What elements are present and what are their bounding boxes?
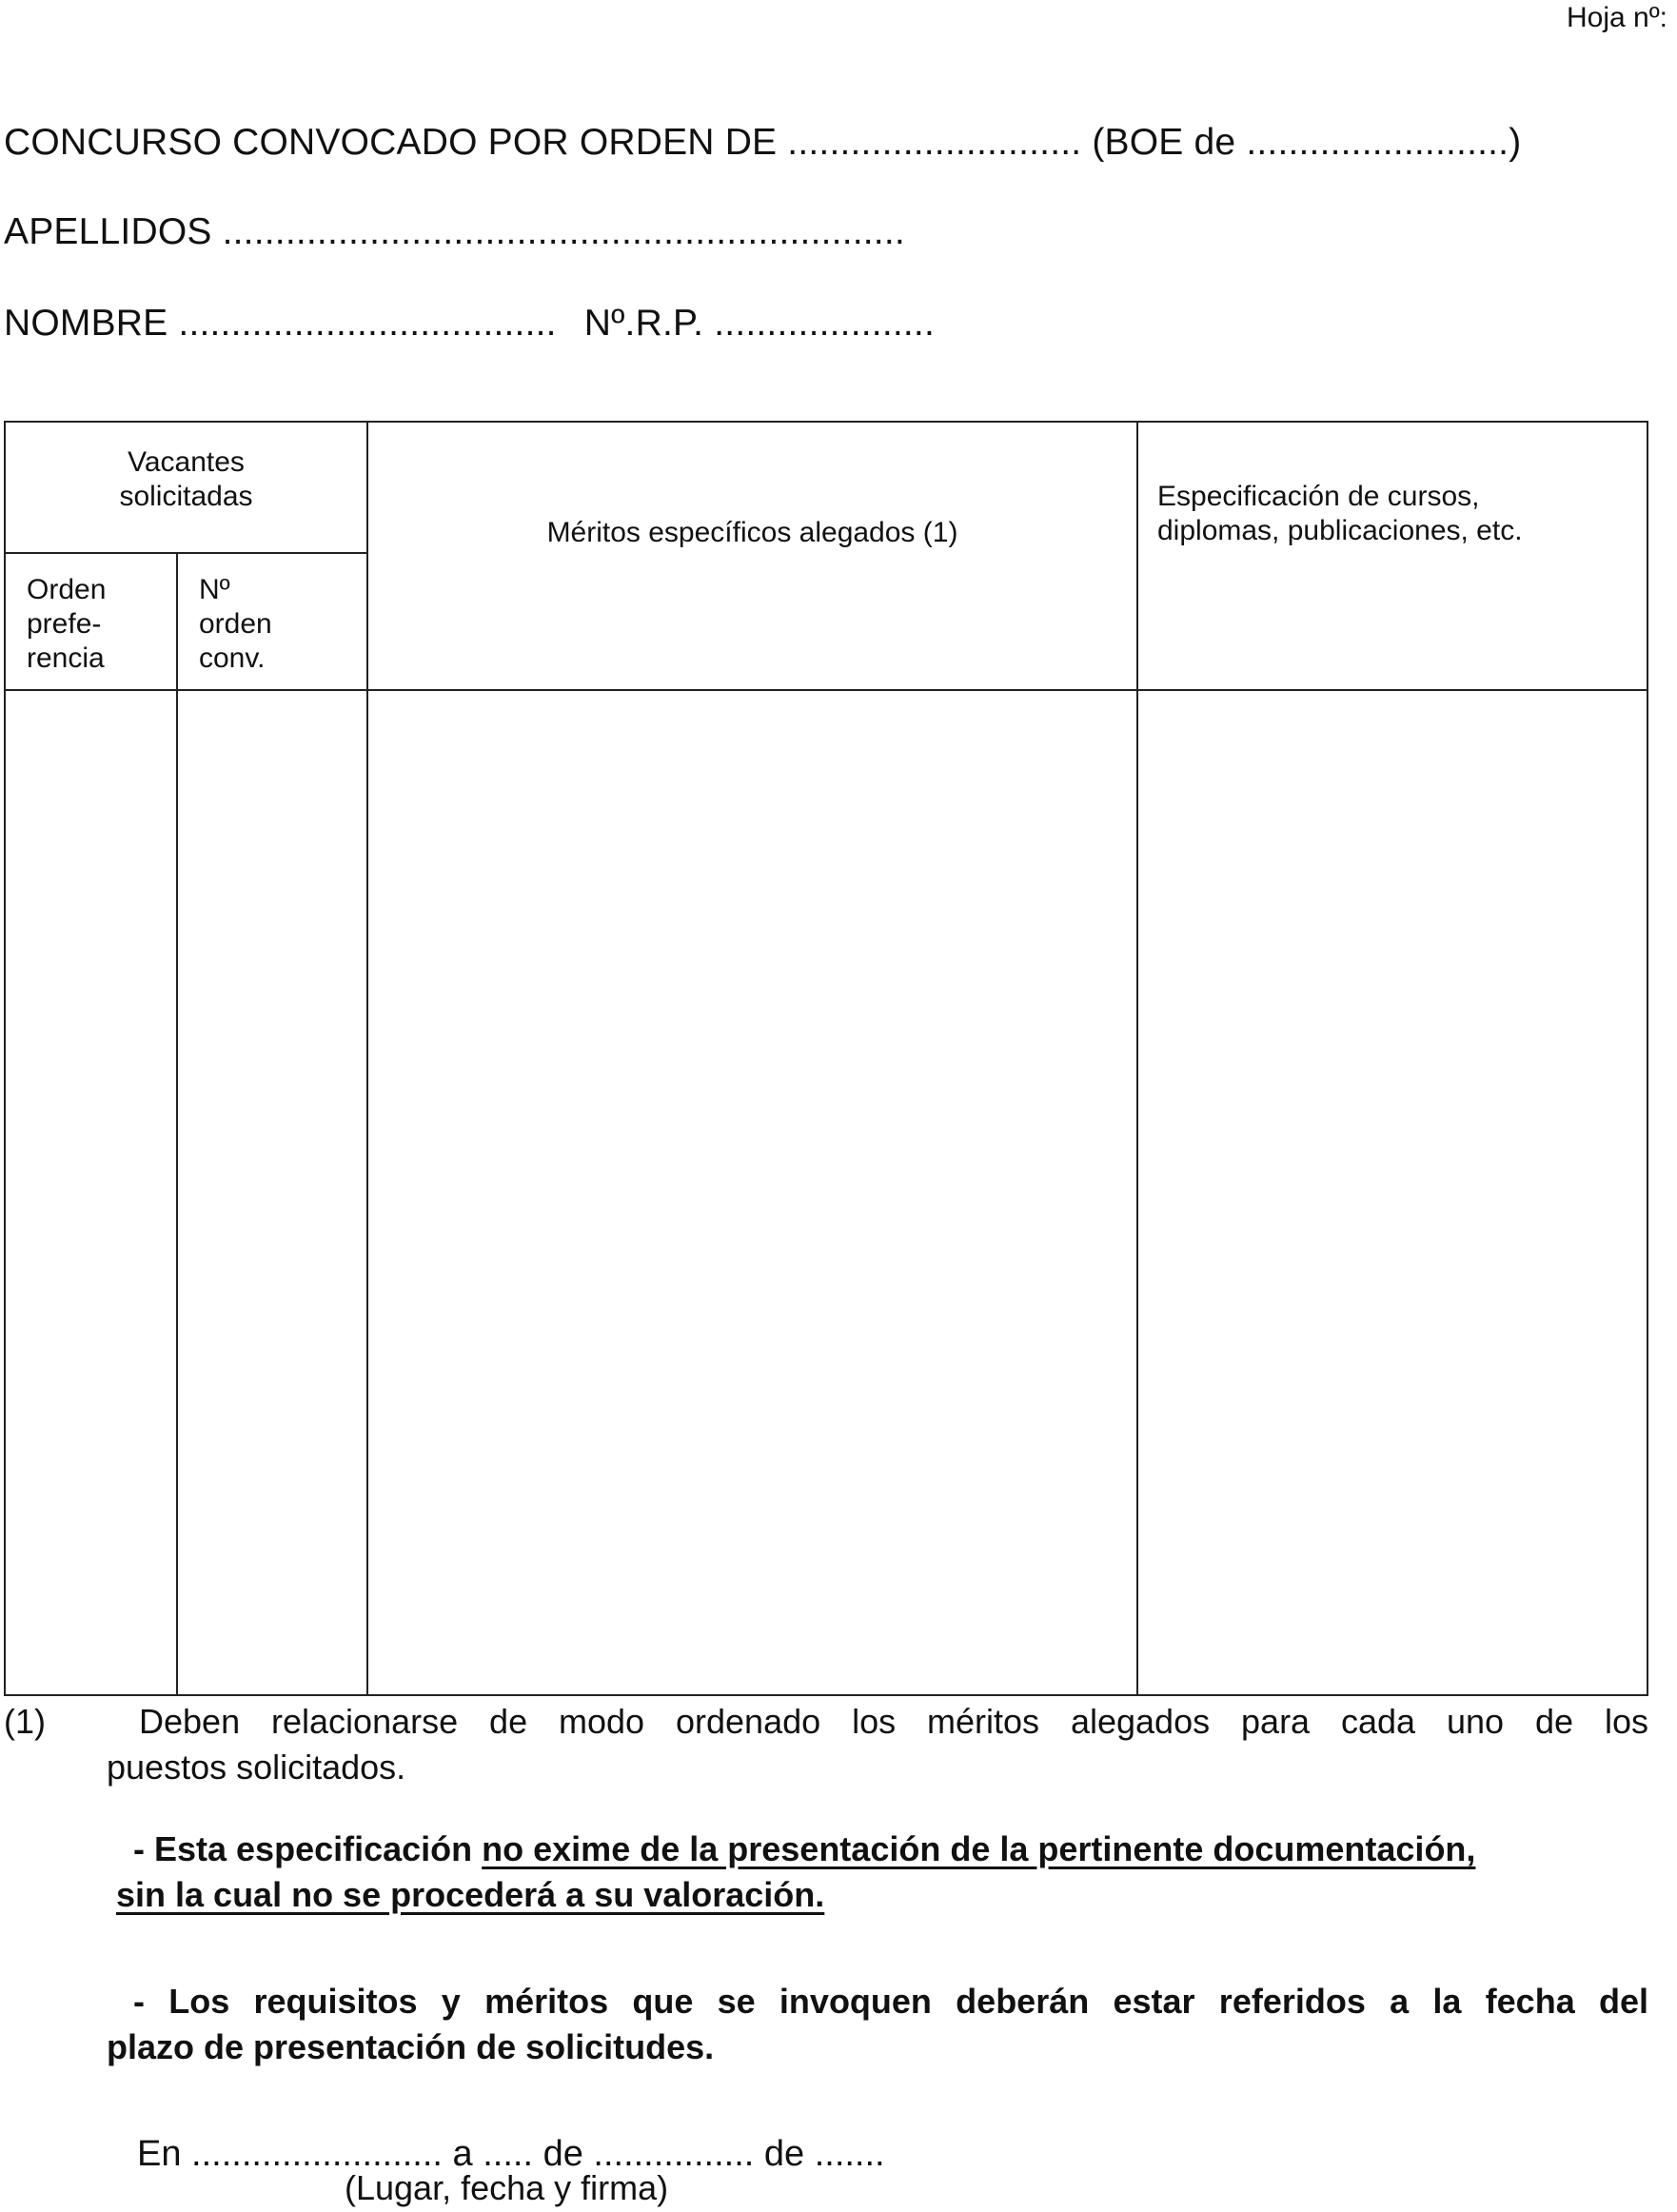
num-orden-header: Nº orden conv.: [199, 574, 272, 674]
orden-preferencia-header: Orden prefe- rencia: [27, 574, 107, 674]
nombre-label: NOMBRE ....................................: [4, 303, 557, 344]
note-requisitos-line-2: plazo de presentación de solicitudes.: [107, 2027, 715, 2066]
note-documentation-underlined: no exime de la presentación de la pertinente documentación,: [482, 1829, 1476, 1868]
especificacion-header: Especificación de cursos, diplomas, publicaciones, etc.: [1157, 481, 1523, 546]
footnote-marker: (1): [4, 1702, 46, 1741]
sheet-number-label: Hoja nº:: [1566, 2, 1667, 33]
footnote-line-1: Deben relacionarse de modo ordenado los méritos alegados para cada uno de los: [139, 1702, 1648, 1741]
merits-table: [4, 421, 1648, 1696]
apellidos-line: APELLIDOS .................................................................: [4, 211, 905, 252]
divider-orden: [176, 554, 178, 1694]
divider-vacantes-sub: [6, 552, 368, 554]
nombre-line: [4, 303, 935, 345]
nrp-label: Nº.R.P. .....................: [583, 303, 935, 344]
note-requisitos-line-1: - Los requisitos y méritos que se invoquen deberán estar referidos a la fecha del: [133, 1982, 1648, 2021]
vacantes-header: Vacantes solicitadas: [119, 446, 253, 512]
divider-header: [6, 689, 1647, 691]
meritos-header: Méritos específicos alegados (1): [546, 517, 958, 548]
divider-meritos: [1136, 423, 1138, 1694]
divider-vacantes: [366, 423, 368, 1694]
signature-line: En ......................... a ..... de ................ de .......: [137, 2134, 885, 2174]
concurso-line: CONCURSO CONVOCADO POR ORDEN DE ............................ (BOE de .........................): [4, 122, 1522, 163]
signature-caption: (Lugar, fecha y firma): [345, 2168, 669, 2207]
note-documentation: - Esta especificación no exime de la presentación de la pertinente documentación,: [133, 1829, 1476, 1868]
note-documentation-line-2: sin la cual no se procederá a su valoración.: [116, 1875, 825, 1914]
footnote-line-2: puestos solicitados.: [107, 1748, 406, 1787]
